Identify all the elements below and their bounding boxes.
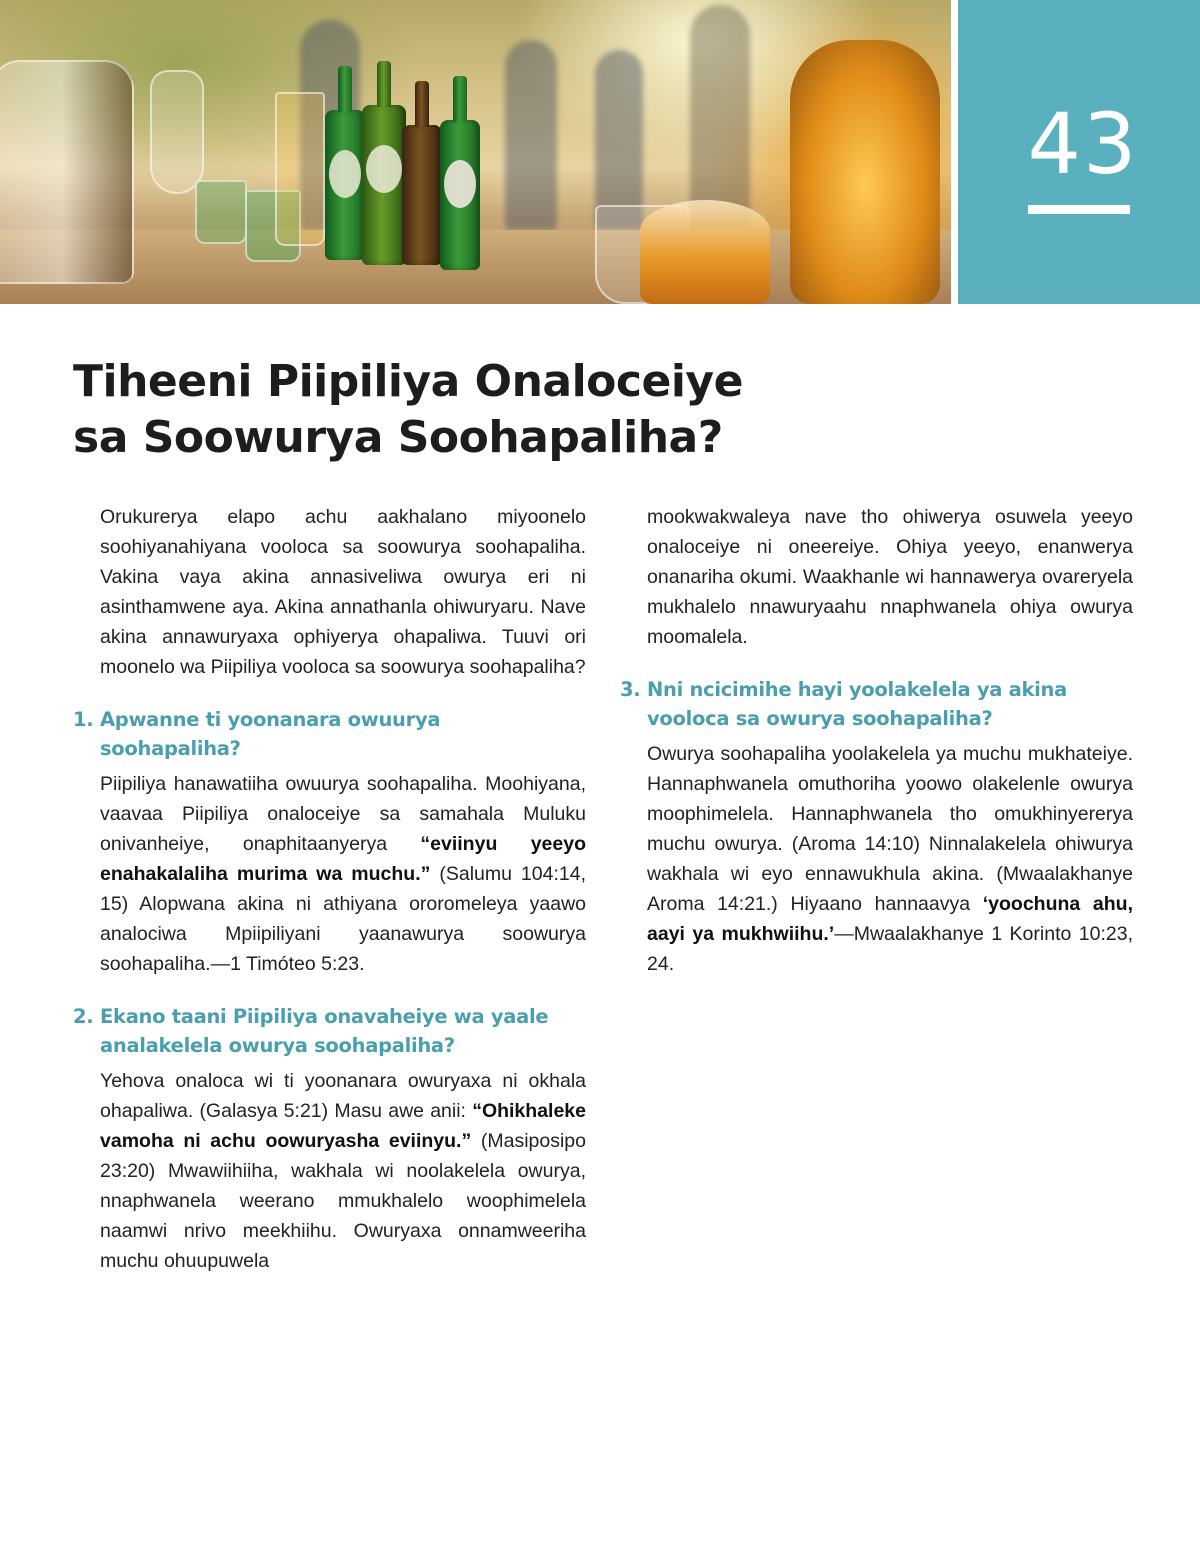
left-column	[73, 502, 586, 1276]
green-bottle	[440, 120, 480, 270]
answer-3	[647, 739, 1133, 979]
answer-text: Piipiliya hanawatiiha owuurya soohapaliha. Moohiyana, vaavaa Piipiliya onaloceiye sa samahala Muluku onivanheiye, onaphitaanyerya	[100, 773, 586, 855]
question-text-line-2: vooloca sa owurya soohapaliha?	[647, 707, 993, 730]
pitcher	[0, 60, 134, 284]
header-photo	[0, 0, 951, 304]
blurred-person	[505, 40, 557, 230]
scripture-quote: “eviinyu yeeyo enahakalaliha murima wa muchu.”	[100, 833, 586, 885]
question-number: 3.	[620, 678, 641, 701]
blurred-person	[595, 50, 643, 230]
answer-text: Owurya soohapaliha yoolakelela ya muchu mukhateiye. Hannaphwanela omuthoriha yoowo olakelenle owurya moophimelela. Hannaphwanela tho omukhinyererya muchu owurya. (Aroma 14:10) Ninnalakelela ohiwurya wakhala wi eyo ennawukhula akina. (Mwaalakhanye Aroma 14:21.) Hiyaano hannaavya	[647, 743, 1133, 915]
green-glass	[195, 180, 247, 244]
scripture-quote: “Ohikhaleke vamoha ni achu oowuryasha eviinyu.”	[100, 1100, 586, 1152]
lesson-number-box	[958, 0, 1200, 304]
question-3	[620, 675, 1133, 733]
question-text: Apwanne ti yoonanara owuurya soohapaliha?	[100, 708, 441, 760]
juice-glass	[640, 200, 770, 304]
olive-bottle	[362, 105, 406, 265]
green-bottle	[325, 110, 365, 260]
question-2	[73, 1002, 586, 1060]
question-text-line-1: Nni ncicimihe hayi yoolakelela ya akina	[647, 678, 1067, 701]
question-1	[73, 705, 586, 763]
answer-2-continued	[647, 502, 1133, 652]
right-column	[620, 502, 1133, 979]
juice-glass	[275, 92, 325, 246]
question-number: 2.	[73, 1005, 94, 1028]
title-line-2: sa Soowurya Soohapaliha?	[73, 412, 723, 463]
amber-jar	[790, 40, 940, 304]
question-text-line-1: Ekano taani Piipiliya onavaheiye wa yaale	[100, 1005, 549, 1028]
blurred-person	[690, 5, 750, 230]
lesson-number: 43	[1027, 95, 1139, 193]
answer-text: (Masiposipo 23:20) Mwawiihiiha, wakhala wi noolakelela owurya, nnaphwanela weerano mmukhalelo woophimelela naamwi nrivo meekhiihu. Owuryaxa onnamweeriha muchu ohuupuwela	[100, 1130, 586, 1272]
answer-2-part-1	[100, 1066, 586, 1276]
answer-1	[100, 769, 586, 979]
answer-text: (Salumu 104:14, 15) Alopwana akina ni athiyana ororomeleya yaawo analociwa Mpiipiliyani yaanawurya soowurya soohapaliha.—1 Timóteo 5:23.	[100, 863, 586, 975]
intro-paragraph: Orukurerya elapo achu aakhalano miyoonelo soohiyanahiyana vooloca sa soowurya soohapaliha. Vakina vaya akina annasiveliwa owurya eri ni asinthamwene aya. Akina annathanla ohiwuryaru. Nave akina annawuryaxa ophiyerya ohapaliwa. Tuuvi ori moonelo wa Piipiliya vooloca sa soowurya soohapaliha?	[100, 506, 586, 678]
question-text-line-2: analakelela owurya soohapaliha?	[100, 1034, 455, 1057]
lesson-number-underline	[1028, 205, 1130, 214]
wine-glass	[150, 70, 204, 194]
brown-bottle	[402, 125, 442, 265]
scripture-quote: ‘yoochuna ahu, aayi ya mukhwiihu.’	[647, 893, 1134, 945]
page-title	[73, 354, 853, 466]
title-line-1: Tiheeni Piipiliya Onaloceiye	[73, 356, 743, 407]
answer-text: —Mwaalakhanye 1 Korinto 10:23, 24.	[647, 923, 1133, 975]
answer-text-continued: mookwakwaleya nave tho ohiwerya osuwela yeeyo onaloceiye ni oneereiye. Ohiya yeeyo, enanwerya onanariha okumi. Waakhanle wi hannawerya ovareryela mukhalelo nnawuryaahu nnaphwanela ohiya owurya moomalela.	[647, 506, 1133, 648]
answer-text: Yehova onaloca wi ti yoonanara owuryaxa ni okhala ohapaliwa. (Galasya 5:21) Masu awe anii:	[100, 1070, 586, 1122]
question-number: 1.	[73, 708, 94, 731]
